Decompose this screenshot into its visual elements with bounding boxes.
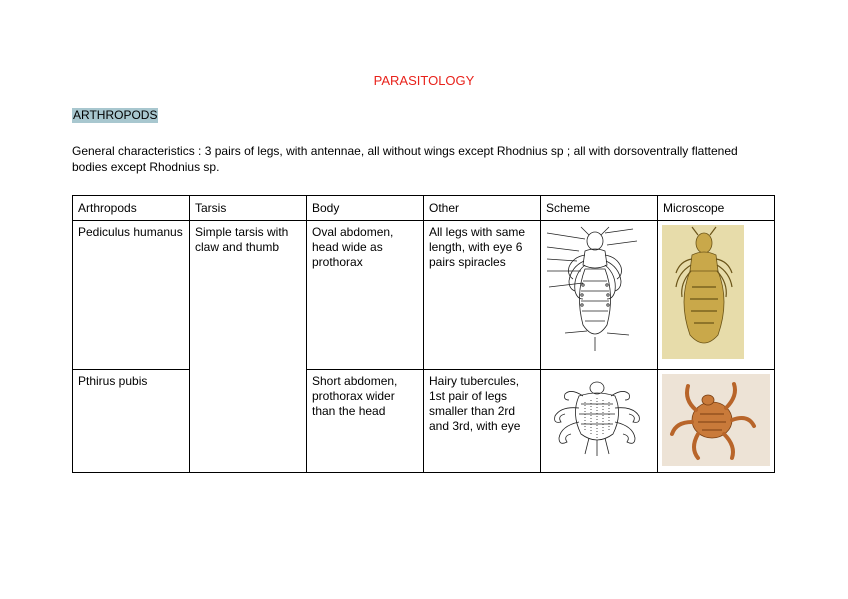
cell-body: Oval abdomen, head wide as prothorax [307, 221, 424, 370]
cell-other: Hairy tubercules, 1st pair of legs smaller than 2rd and 3rd, with eye [424, 370, 541, 473]
cell-body: Short abdomen, prothorax wider than the head [307, 370, 424, 473]
header-arthropods: Arthropods [73, 196, 190, 221]
cell-other: All legs with same length, with eye 6 pairs spiracles [424, 221, 541, 370]
cell-tarsis: Simple tarsis with claw and thumb [190, 221, 307, 473]
cell-arthropod: Pediculus humanus [73, 221, 190, 370]
louse-micrograph-icon [662, 225, 744, 359]
header-scheme: Scheme [541, 196, 658, 221]
section-heading: ARTHROPODS [73, 108, 158, 122]
cell-microscope [658, 221, 775, 370]
cell-arthropod: Pthirus pubis [73, 370, 190, 473]
cell-microscope [658, 370, 775, 473]
louse-scheme-icon [545, 225, 645, 361]
header-tarsis: Tarsis [190, 196, 307, 221]
header-microscope: Microscope [658, 196, 775, 221]
page-title: PARASITOLOGY [373, 73, 475, 88]
general-characteristics: General characteristics : 3 pairs of legs, with antennae, all without wings except Rhodnius sp ; all with dorsoventrally flattened bodies except Rhodnius sp. [72, 144, 738, 174]
table-row [73, 370, 775, 473]
table-header-row [73, 196, 775, 221]
crab-louse-micrograph-icon [662, 374, 770, 466]
cell-scheme [541, 221, 658, 370]
arthropods-table [72, 195, 775, 473]
header-body: Body [307, 196, 424, 221]
header-other: Other [424, 196, 541, 221]
table-row [73, 221, 775, 370]
crab-louse-scheme-icon [545, 374, 649, 462]
cell-scheme [541, 370, 658, 473]
